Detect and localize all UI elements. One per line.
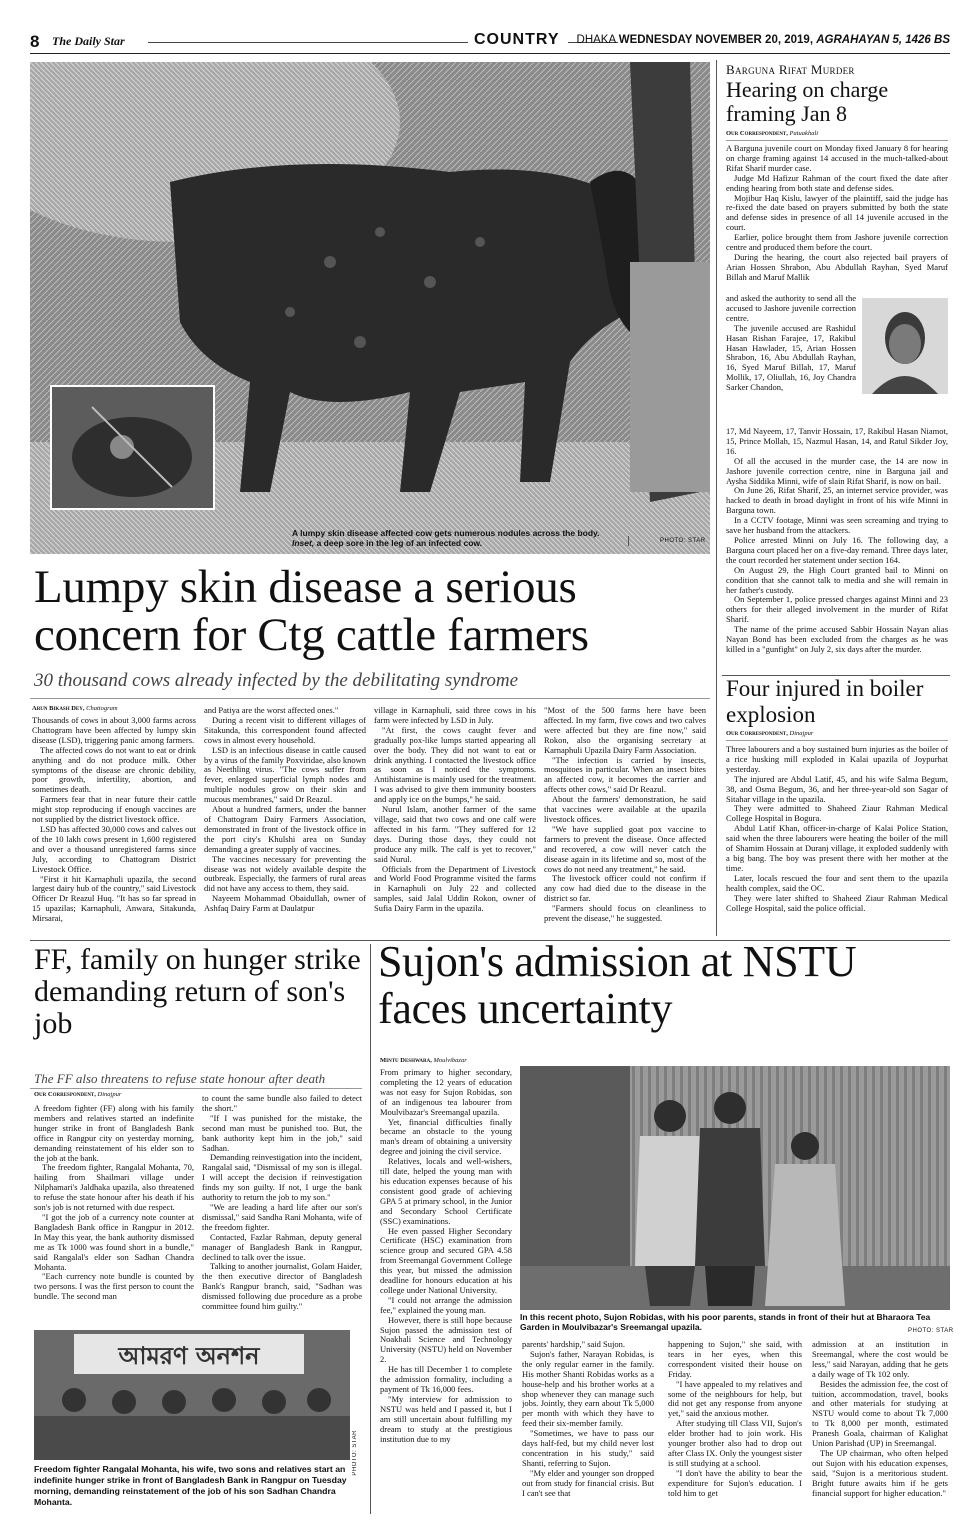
lumpy-col-3: village in Karnaphuli, said three cows in his farm were infected by LSD in July. "At first, the cows caught fever and gradually pox-like lumps started appearing all over the body. They did not want to eat or drink anything. I contacted the livestock office as soon as I noticed the symptoms. Antihistamine is mainly used for the treatment. I was advised to give them immunity boosters and apply ice on the bumps," he said. Nurul Islam, another farmer of the same village, said that two cows and one calf were affected in his farm. "They suffered for 12 days. During those days, they could not produce any milk. The calf is yet to recover," said Nurul. Officials from the Department of Livestock and World Food Programme visited the farms in Karnaphuli on July 22 and collected samples, said Jalal Uddin Rokon, owner of Sufia Dairy Farm in the upazila. bbox=[374, 706, 536, 914]
lumpy-deck: 30 thousand cows already infected by the debilitating syndrome bbox=[34, 670, 519, 691]
sujon-byline: Mintu Deshwara, Moulvibazar bbox=[380, 1057, 467, 1064]
boiler-byline: Our Correspondent, Dinajpur bbox=[726, 730, 814, 737]
lumpy-photo-caption: A lumpy skin disease affected cow gets numerous nodules across the body. Inset, a deep sore in the leg of an infected cow. bbox=[292, 528, 600, 548]
sujon-col-4: admission at an institution in Sreemangal, where the cost would be less," said Narayan, adding that he gets a daily wage of Tk 102 only. Besides the admission fee, the cost of tuition, accommodation, travel, books and other materials for studying at NSTU would come to about Tk 7,000 to Tk 8,000 per month, estimated Pranesh Goala, chairman of Kalighat Union Parishad (UP) in Sreemangal. The UP chairman, who often helped out Sujon with his education expenses, said, "Sujon is a meritorious student. Bright future awaits him if he gets financial support for higher education." bbox=[812, 1340, 948, 1498]
page-header bbox=[30, 30, 950, 54]
minni-portrait bbox=[862, 298, 948, 394]
lumpy-col-4: "Most of the 500 farms here have been affected. In my farm, five cows and two calves were affected but they are fine now," said Rokon, also the organising secretary at Karnaphuli Upazila Dairy Farm Association. "The infection is carried by insects, mosquitoes in particular. When an insect bites an affected cow, it becomes the carrier and affects other cows," said Dr Reazul. About the farmers' demonstration, he said that vaccines were available at the upazila livestock offices. "We have supplied goat pox vaccine to farmers to prevent the disease. Once affected and recovered, a cow will never catch the disease again in its lifetime and so, most of the cows do not need any treatment," he said. The livestock officer could not confirm if any cow had died due to the disease in the district so far. "Farmers should focus on cleanliness to prevent the disease," he suggested. bbox=[544, 706, 706, 924]
ff-byline: Our Correspondent, Dinajpur bbox=[34, 1091, 122, 1098]
banner-text: আমরণ অনশন bbox=[118, 1342, 260, 1370]
lumpy-headline: Lumpy skin disease a serious concern for Ctg cattle farmers bbox=[34, 561, 589, 661]
section-title: COUNTRY bbox=[474, 31, 560, 48]
lumpy-col-2: and Patiya are the worst affected ones." During a recent visit to different villages of Sitakunda, this correspondent found affected cows in almost every household. LSD is an infectious disease in cattle caused by a virus of the family Poxviridae, also known as Neethling virus. "The cows suffer from fever, enlarged superficial lymph nodes and multiple nodules grow on their skin and mucous membranes," said Dr Reazul. About a hundred farmers, under the banner of Chattogram Dairy Farmers Association, demonstrated in front of the livestock office in the port city's Khulshi area on Sunday demanding a greater supply of vaccines. The vaccines necessary for preventing the disease was not widely available despite the outbreak. Especially, the farmers of rural areas did not have any access to them, they said. Nayeem Mohammad Obaidullah, owner of Ashfaq Dairy Farm at Daulatpur bbox=[204, 706, 366, 914]
header-rule-left bbox=[148, 42, 468, 43]
sujon-col-2: parents' hardship," said Sujon. Sujon's father, Narayan Robidas, is the only regular earner in the family. His mother Shanti Robidas works as a house-help and his brother works at a shop whenever they can manage such jobs. Jointly, they earn about Tk 5,000 per month with which they have to feed their six-member family. "Sometimes, we have to pass our days half-fed, but my child never lost concentration in his study," said Shanti, referring to Sujon. "My elder and younger son dropped out from study for financial crisis. But I can't see that bbox=[522, 1340, 654, 1498]
ff-photo-caption: Freedom fighter Rangalal Mohanta, his wife, two sons and relatives start an indefinite hunger strike in front of Bangladesh Bank in Rangpur on Tuesday morning, demanding reinstatement of the job of his son Sadhan Chandra Mohanta. bbox=[34, 1464, 347, 1507]
sujon-photo-credit: PHOTO: STAR bbox=[908, 1328, 954, 1334]
ff-deck: The FF also threatens to refuse state honour after death bbox=[34, 1071, 326, 1086]
ff-headline: FF, family on hunger strike demanding return of son's job bbox=[34, 943, 361, 1040]
sujon-col-3: happening to Sujon," she said, with tears in her eyes, when this correspondent visited their house on Friday. "I have appealed to my relatives and some of the neighbours for help, but did not get any response from anyone yet," said the anxious mother. After studying till Class VII, Sujon's elder brother had to join work. His younger brother also had to drop out after Class IX. Only the youngest sister is still studying at a school. "I don't have the ability to bear the expenditure for Sujon's education. I told him to get bbox=[668, 1340, 802, 1498]
page-number: 8 bbox=[30, 32, 40, 51]
barguna-body-wrap: and asked the authority to send all the accused to Jashore juvenile correction centre. The juvenile accused are Rashidul Hasan Rishan Farajee, 17, Rakibul Hasan Hawlader, 15, Arian Hossen Shrabon, 16, Abu Abdullah Rayhan, 16, Syed Maruf Billah, 17, Maruf Mollik, 17, Oliullah, 16, Joy Chandra Sarker Chandon, bbox=[726, 294, 856, 393]
boiler-headline: Four injured in boiler explosion bbox=[726, 676, 924, 727]
hunger-strike-photo bbox=[34, 1330, 350, 1460]
inset-photo bbox=[50, 385, 215, 510]
barguna-headline: Hearing on charge framing Jan 8 bbox=[726, 77, 889, 126]
lumpy-col-1: Thousands of cows in about 3,000 farms across Chattogram have been affected by lumpy skin disease (LSD), triggering panic among farmers. The affected cows do not want to eat or drink anything and do not produce milk. Other symptoms of the disease are chronic debility, poor growth, infertility, abortion, and sometimes death. Farmers fear that in near future their cattle might stop reproducing if enough vaccines are not supplied by the district livestock office. LSD has affected 30,000 cows and calves out of the 10 lakh cows present in 1,600 registered and over a thousand unregistered farms since July, according to Chattogram District Livestock Office. "First it hit Karnaphuli upazila, the second largest dairy hub of the country," said Livestock Officer Dr Reazul Huq. "It has so far spread in 15 upazilas; Karnaphuli, Anwara, Sitakunda, Mirsarai, bbox=[32, 716, 196, 924]
ff-col-1: A freedom fighter (FF) along with his family members and relatives started an indefinite hunger strike in front of Bangladesh Bank office in Rangpur city on yesterday morning, demanding reinstatement of his elder son to the job at the bank. The freedom fighter, Rangalal Mohanta, 70, hailing from Shailmari village under Nilphamari's Jaldhaka upazila, also threatened to refuse the state honour after his death if his son's job is not returned with due respect. "I got the job of a currency note counter at Bangladesh Bank office in Rangpur in 2012. In May this year, the bank authority dismissed me as Tk 1000 was found short in a bundle," said Rangalal's elder son Sadhan Chandra Mohanta. "Each currency note bundle is counted by two persons. I was the first person to count the bundle. The second man bbox=[34, 1104, 194, 1302]
barguna-body-top: A Barguna juvenile court on Monday fixed January 8 for hearing on charge framing against 14 accused in the much-talked-about Rifat Sharif murder case. Judge Md Hafizur Rahman of the court fixed the date after ending hearing from both state and defense sides. Mojibur Haq Kislu, lawyer of the plaintiff, said the judge has re-fixed the date based on prayers submitted by both the state and defense sides in presence of all 14 juvenile accused in the court. Earlier, police brought them from Jashore juvenile correction centre and produced them before the court. During the hearing, the court also rejected bail prayers of Arian Hossen Shrabon, Abu Abdullah Rayhan, Syed Maruf Billah and Maruf Mallik bbox=[726, 144, 948, 282]
barguna-byline: Our Correspondent, Patuakhali bbox=[726, 130, 819, 137]
sujon-headline: Sujon's admission at NSTU faces uncertainty bbox=[378, 937, 857, 1033]
newspaper-logo: The Daily Star bbox=[52, 34, 125, 48]
ff-col-2: to count the same bundle also failed to detect the short." "If I was punished for the mistake, the second man must be punished too. But, the bank authority kept him in the job," said Sadhan. Demanding reinvestigation into the incident, Rangalal said, "Dismissal of my son is illegal. I will accept the decision if reinvestigation finds my son guilty. If not, I urge the bank authority to return the job to my son." "We are leading a hard life after our son's dismissal," said Sandha Rani Mohanta, wife of the freedom fighter. Contacted, Fazlar Rahman, deputy general manager of Bangladesh Bank in Rangpur, declined to talk over the issue. Talking to another journalist, Golam Haider, the then executive director of Bangladesh Bank's Rangpur branch, said, "Sadhan was dismissed following due procedure as a probe committee found him guilty." bbox=[202, 1094, 362, 1312]
barguna-body-bottom: 17, Md Nayeem, 17, Tanvir Hossain, 17, Rakibul Hasan Niamot, 15, Prince Mollah, 15, Nazmul Hasan, 14, and Ratul Sikder Joy, 16. Of all the accused in the murder case, the 14 are now in Jashore juvenile correction centre, nine in Barguna jail and Aysha Siddika Minni, wife of slain Rifat Sharif, is now on bail. On June 26, Rifat Sharif, 25, an internet service provider, was hacked to death in broad daylight in front of his wife Minni in Barguna town. In a CCTV footage, Minni was seen screaming and trying to save her husband from the attackers. Police arrested Minni on July 16. The following day, a Barguna court placed her on a five-day remand. Three days later, the court recorded her statement under section 164. On August 29, the High Court granted bail to Minni on condition that she cannot talk to media and she will remain in her father's custody. On September 1, police pressed charges against Minni and 23 others for their alleged involvement in the murder of Rifat Sharif. The name of the prime accused Sabbir Hossain Nayan alias Nayan Bond has been excluded from the charges as he was killed in a "gunfight" on July 2, six days after the murder. bbox=[726, 427, 948, 654]
lumpy-byline: Arun Bikash Dey, Chattogram bbox=[32, 705, 118, 712]
barguna-kicker: Barguna Rifat Murder bbox=[726, 62, 855, 77]
lumpy-photo-credit: PHOTO: STAR bbox=[660, 538, 706, 544]
cow-photo bbox=[30, 62, 710, 554]
boiler-body: Three labourers and a boy sustained burn injuries as the boiler of a rice husking mill exploded in Kalai upazila of Joypurhat yesterday. The injured are Abdul Latif, 45, and his wife Salma Begum, 38, and Osma Begum, 36, and her three-year-old son Sagar of Sitahar village in the upazila. They were admitted to Shaheed Ziaur Rahman Medical College Hospital in Bogura. Abdul Latif Khan, officer-in-charge of Kalai Police Station, said when the three labourers were heating the boiler of the mill of Shamim Hossain at Duranj village, it exploded suddenly with a big bang. The boy was present there with her mother at the time. Later, locals rescued the four and sent them to the upazila health complex, said the OC. They were later shifted to Shaheed Ziaur Rahman Medical College Hospital, said the police official. bbox=[726, 745, 948, 913]
sujon-col-1: From primary to higher secondary, completing the 12 years of education was not easy for Sujon Robidas, son of an indigenous tea labourer from Moulvibazar's Sreemangal upazila. Yet, financial difficulties finally became an obstacle to the young man's dream of obtaining a university degree and joining the civil service. Relatives, locals and well-wishers, till date, helped the young man with his education expenses because of his consistent good grade of achieving GPA 5 at primary school, in the Junior and Secondary School Certificate (SSC) examinations. He even passed Higher Secondary Certificate (HSC) examination from science group and secured GPA 4.58 from Sreemangal Government College this year, but missed the admission deadline for honours education at his college under National University. "I could not arrange the admission fee," explained the young man. However, there is still hope because Sujon passed the admission test of Noakhali Science and Technology University (NSTU) held on November 2. He has till December 1 to complete the admission formality, including a payment of Tk 16,000 fees. "My interview for admission to NSTU was held and I passed it, but I am still uncertain about fulfilling my dream to study at the prestigious institution due to my bbox=[380, 1068, 512, 1444]
dateline: DHAKA WEDNESDAY NOVEMBER 20, 2019, AGRAHAYAN 5, 1426 BS bbox=[576, 34, 950, 46]
sujon-photo-caption: In this recent photo, Sujon Robidas, with his poor parents, stands in front of their hut at Bharaora Tea Garden in Moulvibazar's Sreemangal upazila. bbox=[520, 1312, 931, 1332]
sujon-family-photo bbox=[520, 1066, 950, 1310]
ff-photo-credit: PHOTO: STAR bbox=[352, 1430, 358, 1476]
